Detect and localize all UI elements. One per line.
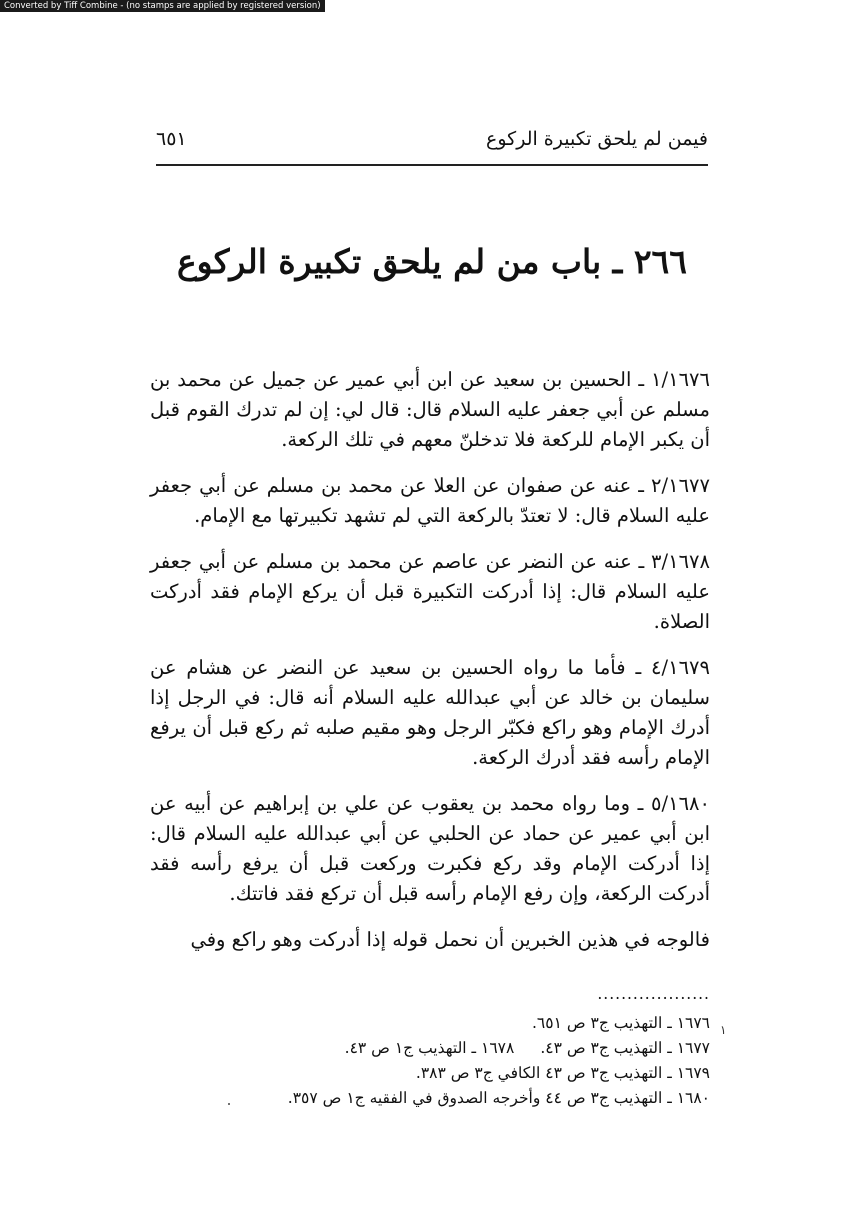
footnote-1679: ١٦٧٩ ـ التهذيب ج٣ ص ٤٣ الكافي ج٣ ص ٣٨٣. [415,1064,710,1082]
hadith-1680: ٥/١٦٨٠ ـ وما رواه محمد بن يعقوب عن علي بن إبراهيم عن أبيه عن ابن أبي عمير عن حماد عن الحلبي عن أبي عبدالله عليه السلام قال: إذا أدركت الإمام وقد ركع فكبرت وركعت قبل أن يرفع رأسه فقد أدركت الركعة، وإن رفع الإمام رأسه قبل أن تركع فقد فاتتك. [150,792,710,905]
footnote-1677: ١٦٧٧ ـ التهذيب ج٣ ص ٤٣. [540,1039,710,1057]
footnote-1680: ١٦٨٠ ـ التهذيب ج٣ ص ٤٤ وأخرجه الصدوق في الفقيه ج١ ص ٣٥٧. [287,1089,710,1107]
footnotes [150,982,710,1111]
footnote-1676: ١٦٧٦ ـ التهذيب ج٣ ص ٦٥١. [531,1014,710,1032]
converter-banner: Converted by Tiff Combine - (no stamps are applied by registered version) [0,0,325,12]
main-text [150,365,710,955]
scan-speck [228,1103,230,1105]
hadith-1677: ٢/١٦٧٧ ـ عنه عن صفوان عن العلا عن محمد بن مسلم عن أبي جعفر عليه السلام قال: لا تعتدّ بالركعة التي لم تشهد تكبيرتها مع الإمام. [150,474,710,527]
footnote-separator: ................... [597,985,710,1003]
page-number: ٦٥١ [156,128,187,150]
hadith-1678: ٣/١٦٧٨ ـ عنه عن النضر عن عاصم عن محمد بن مسلم عن أبي جعفر عليه السلام قال: إذا أدركت التكبيرة قبل أن يركع الإمام فقد أدركت الصلاة. [150,550,710,633]
hadith-1679: ٤/١٦٧٩ ـ فأما ما رواه الحسين بن سعيد عن النضر عن هشام عن سليمان بن خالد عن أبي عبدالله عليه السلام أنه قال: في الرجل إذا أدرك الإمام وهو راكع فكبّر الرجل وهو مقيم صلبه ثم ركع قبل أن يرفع الإمام رأسه فقد أدرك الركعة. [150,656,710,769]
chapter-title: ٢٦٦ ـ باب من لم يلحق تكبيرة الركوع [176,242,688,281]
footnote-1678: ١٦٧٨ ـ التهذيب ج١ ص ٤٣. [344,1039,515,1057]
running-header [156,120,708,166]
footnote-line-2 [150,1036,710,1061]
running-title: فيمن لم يلحق تكبيرة الركوع [486,128,708,150]
hadith-1676: ١/١٦٧٦ ـ الحسين بن سعيد عن ابن أبي عمير عن جميل عن محمد بن مسلم عن أبي جعفر عليه السلام قال: قال لي: إن لم تدرك القوم قبل أن يكبر الإمام للركعة فلا تدخلنّ معهم في تلك الركعة. [150,368,710,451]
margin-mark: ١ [720,1023,727,1037]
commentary-paragraph: فالوجه في هذين الخبرين أن نحمل قوله إذا أدركت وهو راكع وفي [190,928,710,951]
